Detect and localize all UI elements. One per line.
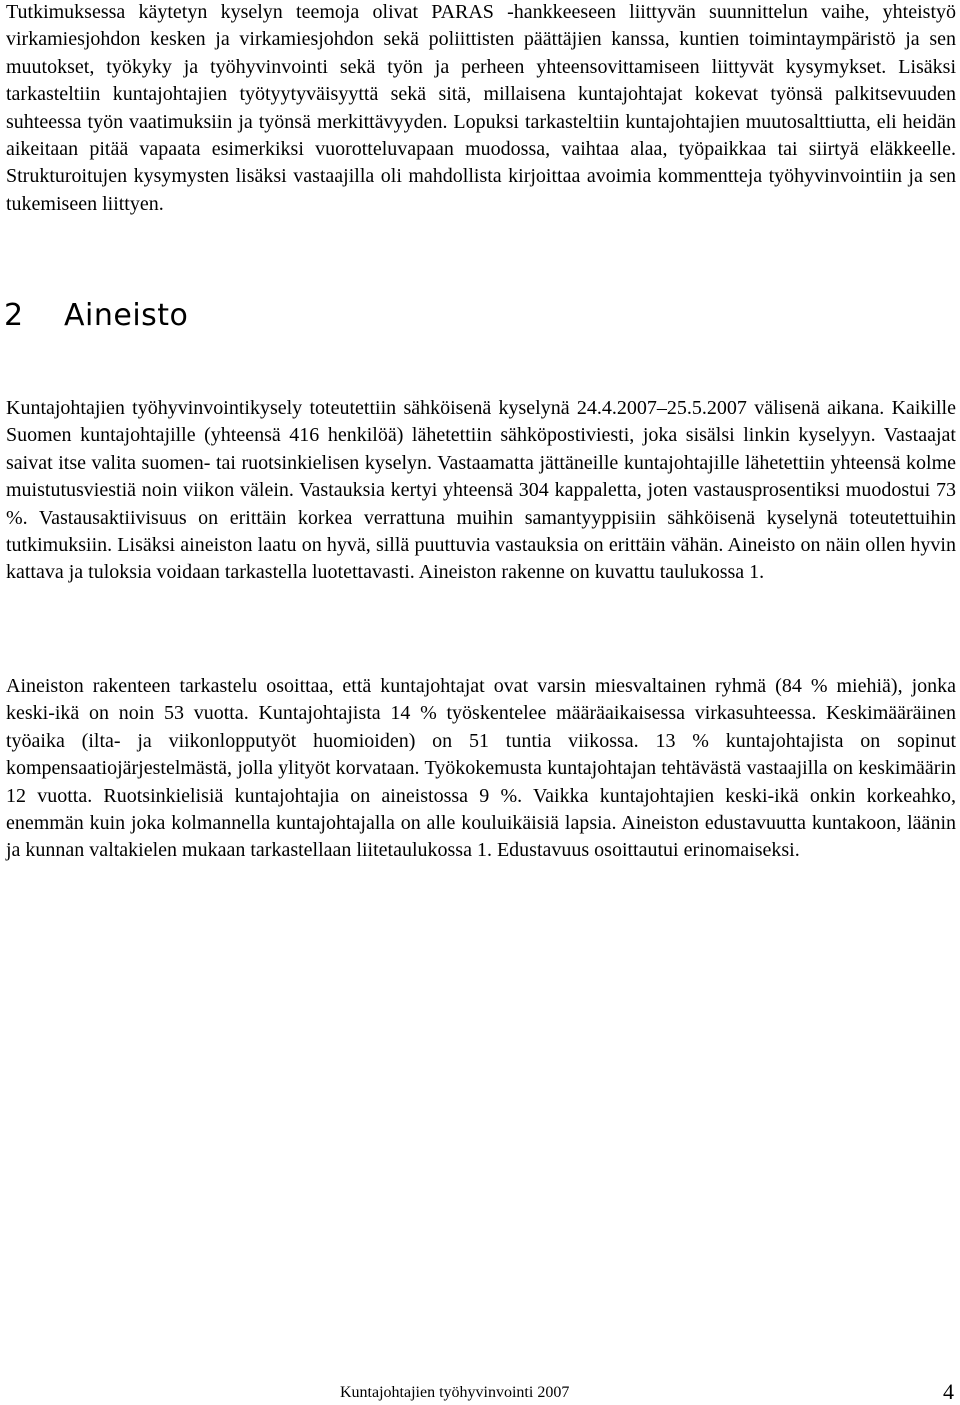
body-paragraph-themes: Tutkimuksessa käytetyn kyselyn teemoja olivat PARAS -hankkeeseen liittyvän suunnittelun vaihe, yhteistyö virkamiesjohdon kesken ja virkamiesjohdon sekä poliittisten päättäjien kanssa, kuntien toimintaympäristö ja sen muutokset, työkyky ja työhyvinvointi sekä työn ja perheen yhteensovittamiseen liittyvät kysymykset. Lisäksi tarkasteltiin kuntajohtajien työtyytyväisyyttä sekä sitä, millaisena kuntajohtajat kokevat työnsä palkitsevuuden suhteessa työn vaatimuksiin ja työnsä merkittävyyden. Lopuksi tarkasteltiin kuntajohtajien muutosalttiutta, eli heidän aikeitaan pitää vapaata esimerkiksi vuorotteluvapaan muodossa, vaihtaa alaa, työpaikkaa tai siirtyä eläkkeelle. Strukturoitujen kysymysten lisäksi vastaajilla oli mahdollista kirjoittaa avoimia kommentteja työhyvinvointiin ja sen tukemiseen liittyen. [6,1,956,215]
body-paragraph-data-collection: Kuntajohtajien työhyvinvointikysely toteutettiin sähköisenä kyselynä 24.4.2007–25.5.2007 välisenä aikana. Kaikille Suomen kuntajohtajille (yhteensä 416 henkilöä) lähetettiin sähköpostiviesti, joka sisälsi linkin kyselyyn. Vastaajat saivat itse valita suomen- tai ruotsinkielisen kyselyn. Vastaamatta jättäneille kuntajohtajille lähetettiin yhteensä kolme muistutusviestiä noin viikon välein. Vastauksia kertyi yhteensä 304 kappaletta, joten vastausprosentiksi muodostui 73 %. Vastausaktiivisuus on erittäin korkea verrattuna muihin samantyyppisiin sähköisenä kyselynä toteutettuihin tutkimuksiin. Lisäksi aineiston laatu on hyvä, sillä puuttuvia vastauksia on erittäin vähän. Aineisto on näin ollen hyvin kattava ja tuloksia voidaan tarkastella luotettavasti. Aineiston rakenne on kuvattu taulukossa 1. [6,397,956,584]
section-number: 2 [4,298,24,333]
page-number: 4 [943,1379,954,1404]
body-paragraph-data-structure: Aineiston rakenteen tarkastelu osoittaa, että kuntajohtajat ovat varsin miesvaltainen ryhmä (84 % miehiä), jonka keski-ikä on noin 53 vuotta. Kuntajohtajista 14 % työskentelee määräaikaisessa virkasuhteessa. Keskimääräinen työaika (ilta- ja viikonlopputyöt huomioiden) on 51 tuntia viikossa. 13 % kuntajohtajista on sopinut kompensaatiojärjestelmästä, jolla ylityöt korvataan. Työkokemusta kuntajohtajan tehtävästä vastaajilla on keskimäärin 12 vuotta. Ruotsinkielisiä kuntajohtajia on aineistossa 9 %. Vaikka kuntajohtajien keski-ikä onkin korkeahko, enemmän kuin joka kolmannella kuntajohtajalla on alle kouluikäisiä lapsia. Aineiston edustavuutta kuntakoon, läänin ja kunnan valtakielen mukaan tarkastellaan liitetaulukossa 1. Edustavuus osoittautui erinomaiseksi. [6,675,956,862]
footer-title: Kuntajohtajien työhyvinvointi 2007 [340,1384,570,1401]
section-title: Aineisto [64,298,189,333]
section-heading [4,294,188,338]
page-footer [0,1379,960,1405]
